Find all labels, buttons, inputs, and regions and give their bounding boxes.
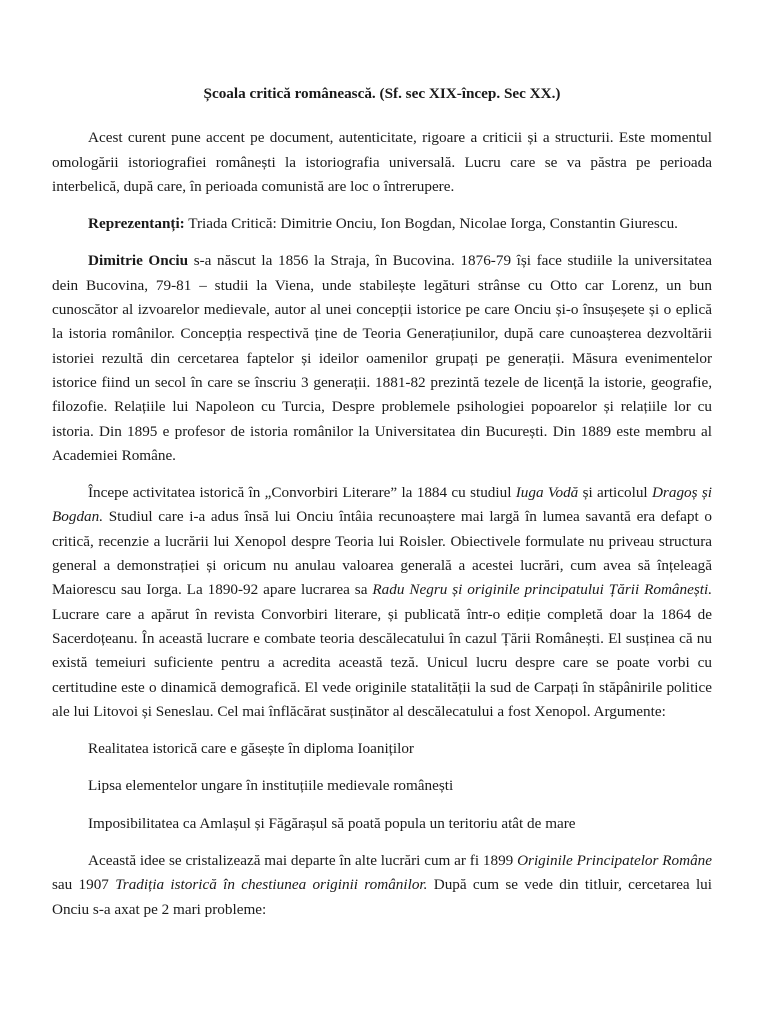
paragraph-intro: Acest curent pune accent pe document, autenticitate, rigoare a criticii și a structurii. Este momentul omologării istoriografiei românești la istoriografia universală. Lucru care se va păstra pe perioada interbelică, după care, în perioada comunistă are loc o întrerupere. [52,129,712,195]
later-works-text-2: sau 1907 [52,876,116,894]
paragraph-onciu-bio [52,249,712,468]
representatives-text: Triada Critică: Dimitrie Onciu, Ion Bogdan, Nicolae Iorga, Constantin Giurescu. [184,215,678,233]
argument-item-1: Realitatea istorică care e găsește în diploma Ioaniților [88,740,414,758]
work-title-iuga-voda: Iuga Vodă [515,484,579,502]
work-title-traditia: Tradiția istorică în chestiunea originii românilor. [115,876,428,894]
representatives-label: Reprezentanți: [88,215,185,233]
paragraph-activity [52,481,712,724]
argument-item-2: Lipsa elementelor ungare în instituțiile medievale românești [88,777,454,795]
later-works-text-1: Această idee se cristalizează mai departe în alte lucrări cum ar fi 1899 [88,852,518,870]
onciu-bio-text: s-a născut la 1856 la Straja, în Bucovina. 1876-79 își face studiile la universitatea dein Bucovina, 79-81 – studii la Viena, unde stabilește legături strânse cu Otto car Lorenz, un bun cunoscător al izvoarelor medievale, autor al unei concepții istorice pe care Onciu și-o însușeșete și o eplică la istoria românilor. Concepția respectivă ține de Teoria Generațiunilor, după care cunoașterea dezvoltării istoriei rezultă din cercetarea faptelor și ideilor oamenilor grupați pe generații. Măsura evenimentelor istorice fiind un secol în care se înscriu 3 generații. 1881-82 prezintă tezele de licență la istorie, geografie, filozofie. Relațiile lui Napoleon cu Turcia, Despre problemele psihologiei popoarelor și relațiile lor cu istoria. Din 1895 e profesor de istoria românilor la Universitatea din București. Din 1889 este membru al Academiei Române. [52,252,712,464]
argument-item-3: Imposibilitatea ca Amlașul și Făgărașul să poată popula un teritoriu atât de mare [88,814,576,832]
paragraph-representatives [52,212,712,236]
activity-text-4: Lucrare care a apărut în revista Convorbiri literare, și publicată într-o ediție completă doar la 1864 de Sacerdoțeanu. În această lucrare e combate teoria descălecatului în cazul Țării Românești. El susținea că nu există temeiuri suficiente pentru a acredita această teză. Unicul lucru despre care se poate vorbi cu certitudine este o dinamică demografică. El vede originile statalității la sud de Carpați în stăpânirile politice ale lui Litovoi și Seneslau. Cel mai înflăcărat susținător al descălecatului a fost Xenopol. Argumente: [52,605,712,720]
activity-text-1: Începe activitatea istorică în „Convorbiri Literare” la 1884 cu studiul [88,484,516,502]
paragraph-later-works [52,849,712,922]
work-title-originile: Originile Principatelor Române [517,852,712,870]
activity-text-3: Studiul care i-a adus însă lui Onciu întâia recunoaștere mai largă în lumea savantă era defapt o critică, recenzie a lucrării lui Xenopol despre Teoria lui Roisler. Obiectivele formulate nu priveau structura general a demonstrației și oricum nu anulau valoarea generală a acestei lucrări, cum avea să înțeleagă Maiorescu sau Iorga. La 1890-92 apare lucrarea sa [52,508,712,599]
work-title-dragos-bogdan: Dragoș și Bogdan. [52,484,712,526]
onciu-name: Dimitrie Onciu [88,252,189,270]
document-title: Școala critică românească. (Sf. sec XIX-încep. Sec XX.) [203,85,561,102]
later-works-text-3: După cum se vede din titluir, cercetarea lui Onciu s-a axat pe 2 mari probleme: [52,876,712,918]
work-title-radu-negru: Radu Negru și originile principatului Țării Românești. [372,581,713,599]
activity-text-2: și articolul [578,484,652,502]
